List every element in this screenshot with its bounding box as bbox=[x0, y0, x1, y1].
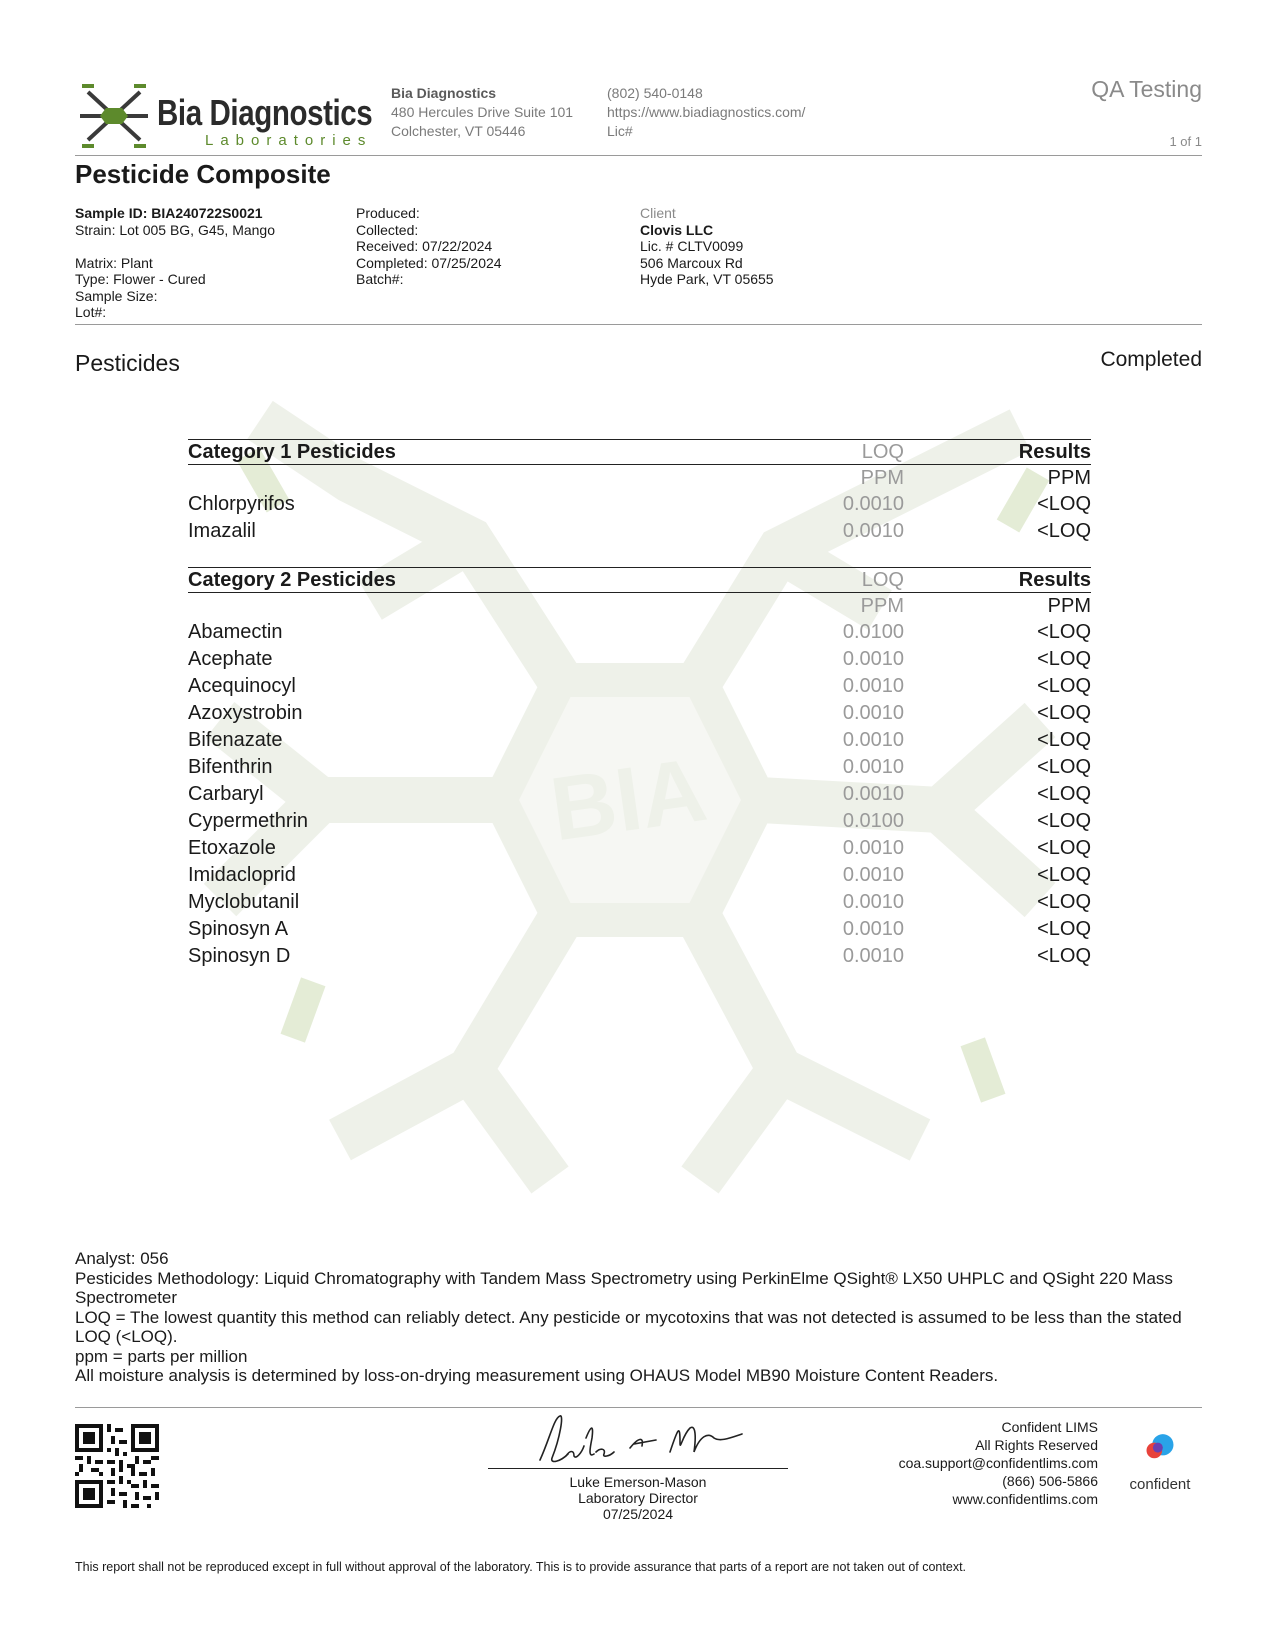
methodology-note: Pesticides Methodology: Liquid Chromatography with Tandem Mass Spectrometry using PerkinElme QSight® LX50 UHPLC and QSight 220 Mass Spectrometer bbox=[75, 1268, 1173, 1307]
sample-strain: Strain: Lot 005 BG, G45, Mango bbox=[75, 221, 276, 238]
unit-row bbox=[188, 465, 1091, 491]
batch-number: Batch#: bbox=[356, 271, 404, 287]
loq-value: 0.0010 bbox=[842, 520, 904, 542]
loq-value: 0.0010 bbox=[842, 918, 904, 940]
loq-unit: PPM bbox=[860, 467, 904, 489]
result-value: <LOQ bbox=[1037, 493, 1091, 515]
analyte-name: Azoxystrobin bbox=[188, 702, 303, 724]
signatory-name: Luke Emerson-Mason bbox=[569, 1474, 707, 1490]
analyte-name: Myclobutanil bbox=[188, 891, 300, 913]
lab-name: Bia Diagnostics bbox=[391, 85, 497, 101]
result-value: <LOQ bbox=[1037, 918, 1091, 940]
lab-address-1: 480 Hercules Drive Suite 101 bbox=[391, 104, 574, 120]
result-value: <LOQ bbox=[1037, 810, 1091, 832]
loq-value: 0.0010 bbox=[842, 729, 904, 751]
loq-value: 0.0100 bbox=[842, 621, 904, 643]
info-divider bbox=[75, 324, 1202, 325]
lab-website-link[interactable]: https://www.biadiagnostics.com/ bbox=[607, 104, 806, 120]
result-value: <LOQ bbox=[1037, 837, 1091, 859]
lims-phone: (866) 506-5866 bbox=[1002, 1473, 1098, 1489]
loq-value: 0.0010 bbox=[842, 648, 904, 670]
header-divider bbox=[75, 155, 1202, 156]
client-license: Lic. # CLTV0099 bbox=[640, 238, 744, 254]
lims-info bbox=[899, 1418, 1098, 1508]
table-row bbox=[188, 943, 1091, 970]
result-value: <LOQ bbox=[1037, 729, 1091, 751]
lab-phone: (802) 540-0148 bbox=[607, 85, 703, 101]
table-row bbox=[188, 700, 1091, 727]
results-header: Results bbox=[1018, 441, 1091, 463]
loq-value: 0.0010 bbox=[842, 756, 904, 778]
watermark-text: BIA bbox=[544, 739, 713, 861]
loq-value: 0.0010 bbox=[842, 945, 904, 967]
table-row bbox=[188, 646, 1091, 673]
moisture-note: All moisture analysis is determined by loss-on-drying measurement using OHAUS Model MB90 Moisture Content Readers. bbox=[75, 1366, 999, 1385]
table-row bbox=[188, 916, 1091, 943]
analyte-name: Bifenazate bbox=[188, 729, 283, 751]
lab-contact bbox=[607, 84, 805, 141]
client-address-1: 506 Marcoux Rd bbox=[640, 254, 743, 271]
loq-value: 0.0010 bbox=[842, 675, 904, 697]
results-header: Results bbox=[1018, 569, 1091, 591]
analyte-name: Etoxazole bbox=[188, 837, 276, 859]
sample-lot: Lot#: bbox=[75, 304, 107, 320]
loq-unit: PPM bbox=[860, 595, 904, 617]
logo-subtitle: Laboratories bbox=[205, 132, 373, 149]
page-indicator: 1 of 1 bbox=[1169, 134, 1202, 149]
category-title: Category 1 Pesticides bbox=[188, 441, 396, 463]
analyte-name: Cypermethrin bbox=[188, 810, 309, 832]
table-header bbox=[188, 567, 1091, 593]
completed-date: Completed: 07/25/2024 bbox=[356, 254, 502, 271]
result-value: <LOQ bbox=[1037, 756, 1091, 778]
loq-value: 0.0100 bbox=[842, 810, 904, 832]
confident-logo-icon bbox=[1124, 1432, 1196, 1476]
signature-date: 07/25/2024 bbox=[602, 1506, 674, 1522]
lab-license: Lic# bbox=[607, 123, 633, 139]
loq-header: LOQ bbox=[861, 569, 904, 591]
lims-rights: All Rights Reserved bbox=[975, 1437, 1098, 1453]
result-value: <LOQ bbox=[1037, 864, 1091, 886]
table-header bbox=[188, 439, 1091, 465]
report-notes bbox=[75, 1249, 1205, 1386]
date-info bbox=[356, 205, 502, 288]
lims-name: Confident LIMS bbox=[1001, 1419, 1098, 1435]
result-value: <LOQ bbox=[1037, 675, 1091, 697]
results-unit: PPM bbox=[1047, 595, 1091, 617]
sample-type: Type: Flower - Cured bbox=[75, 271, 206, 287]
sample-info bbox=[75, 205, 275, 321]
result-value: <LOQ bbox=[1037, 648, 1091, 670]
table-row bbox=[188, 518, 1091, 545]
bia-logo-icon bbox=[74, 80, 154, 152]
section-title: Pesticides bbox=[75, 350, 180, 376]
produced-date: Produced: bbox=[356, 205, 420, 221]
analyte-name: Imidacloprid bbox=[188, 864, 296, 886]
result-value: <LOQ bbox=[1037, 945, 1091, 967]
section-status: Completed bbox=[1100, 348, 1202, 371]
analyte-name: Acephate bbox=[188, 648, 273, 670]
qr-code-icon[interactable] bbox=[75, 1424, 159, 1508]
loq-header: LOQ bbox=[861, 441, 904, 463]
analyst-id: Analyst: 056 bbox=[75, 1249, 169, 1268]
analyte-name: Spinosyn A bbox=[188, 918, 289, 940]
analyte-name: Spinosyn D bbox=[188, 945, 291, 967]
report-type: QA Testing bbox=[1091, 76, 1202, 102]
client-info bbox=[640, 205, 774, 288]
table-row bbox=[188, 491, 1091, 518]
category-1-table bbox=[188, 439, 1091, 545]
document-title: Pesticide Composite bbox=[75, 159, 331, 189]
signatory-block bbox=[488, 1474, 788, 1522]
result-value: <LOQ bbox=[1037, 783, 1091, 805]
client-label: Client bbox=[640, 205, 676, 221]
lims-email-link[interactable]: coa.support@confidentlims.com bbox=[898, 1455, 1098, 1471]
table-row bbox=[188, 889, 1091, 916]
category-title: Category 2 Pesticides bbox=[188, 569, 396, 591]
analyte-name: Acequinocyl bbox=[188, 675, 296, 697]
signatory-title: Laboratory Director bbox=[578, 1490, 698, 1506]
category-2-table bbox=[188, 567, 1091, 970]
analyte-name: Carbaryl bbox=[188, 783, 264, 805]
table-row bbox=[188, 619, 1091, 646]
loq-value: 0.0010 bbox=[842, 864, 904, 886]
received-date: Received: 07/22/2024 bbox=[356, 238, 493, 254]
loq-value: 0.0010 bbox=[842, 783, 904, 805]
signature-line bbox=[488, 1468, 788, 1469]
sample-id: Sample ID: BIA240722S0021 bbox=[75, 205, 263, 221]
disclaimer: This report shall not be reproduced except in full without approval of the laboratory. This is to provide assurance that parts of a report are not taken out of context. bbox=[75, 1560, 967, 1574]
client-address-2: Hyde Park, VT 05655 bbox=[640, 271, 774, 287]
results-unit: PPM bbox=[1047, 467, 1091, 489]
result-value: <LOQ bbox=[1037, 621, 1091, 643]
loq-definition: LOQ = The lowest quantity this method can reliably detect. Any pesticide or mycotoxins that was not detected is assumed to be less than the stated LOQ (<LOQ). bbox=[75, 1307, 1182, 1346]
analyte-name: Chlorpyrifos bbox=[188, 493, 295, 515]
result-value: <LOQ bbox=[1037, 702, 1091, 724]
analyte-name: Abamectin bbox=[188, 621, 283, 643]
table-row bbox=[188, 862, 1091, 889]
analyte-name: Bifenthrin bbox=[188, 756, 273, 778]
client-name: Clovis LLC bbox=[640, 221, 714, 238]
lab-address-2: Colchester, VT 05446 bbox=[391, 123, 526, 139]
sample-size: Sample Size: bbox=[75, 287, 158, 304]
table-row bbox=[188, 781, 1091, 808]
result-value: <LOQ bbox=[1037, 520, 1091, 542]
table-row bbox=[188, 673, 1091, 700]
lab-info bbox=[391, 84, 573, 141]
result-value: <LOQ bbox=[1037, 891, 1091, 913]
unit-row bbox=[188, 593, 1091, 619]
analyte-name: Imazalil bbox=[188, 520, 256, 542]
loq-value: 0.0010 bbox=[842, 702, 904, 724]
loq-value: 0.0010 bbox=[842, 493, 904, 515]
table-row bbox=[188, 727, 1091, 754]
table-row bbox=[188, 754, 1091, 781]
table-row bbox=[188, 808, 1091, 835]
loq-value: 0.0010 bbox=[842, 891, 904, 913]
signature-image bbox=[530, 1408, 750, 1472]
logo-title: Bia Diagnostics bbox=[157, 92, 373, 133]
lims-website-link[interactable]: www.confidentlims.com bbox=[952, 1491, 1098, 1507]
table-row bbox=[188, 835, 1091, 862]
confident-logo-wordmark: confident bbox=[1129, 1476, 1191, 1493]
collected-date: Collected: bbox=[356, 221, 419, 238]
ppm-definition: ppm = parts per million bbox=[75, 1346, 248, 1366]
loq-value: 0.0010 bbox=[842, 837, 904, 859]
sample-matrix: Matrix: Plant bbox=[75, 254, 153, 271]
